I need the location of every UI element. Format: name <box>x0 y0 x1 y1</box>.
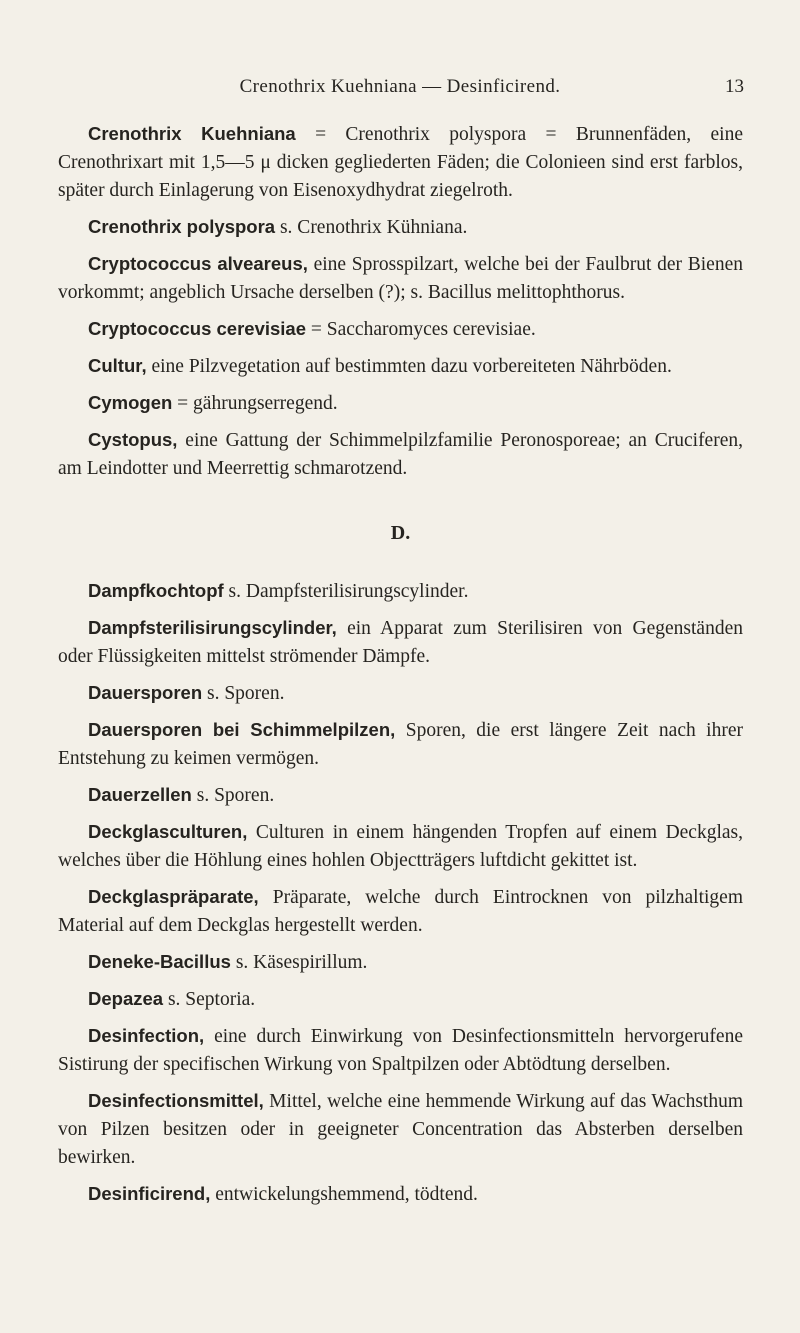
glossary-entry <box>58 352 743 381</box>
entry-term: Cryptococcus alveareus, <box>88 253 308 274</box>
entry-definition: = Saccharomyces cerevisiae. <box>306 319 536 340</box>
entry-term: Cystopus, <box>88 429 178 450</box>
entry-definition: s. Käsespirillum. <box>230 952 368 973</box>
entry-definition: eine Sprosspilzart, welche bei der Faulbrut der Bienen vorkommt; angeblich Ursache derselben (?); s. Bacillus melittophthorus. <box>58 254 743 303</box>
glossary-entry <box>58 389 743 418</box>
glossary-entry <box>58 250 743 307</box>
glossary-entry <box>58 883 743 940</box>
entry-definition: s. Dampfsterilisirungscylinder. <box>223 581 469 602</box>
entry-term: Desinfection, <box>88 1025 205 1046</box>
page-number: 13 <box>725 76 744 97</box>
entry-definition: = Crenothrix polyspora = Brunnenfäden, eine Crenothrixart mit 1,5—5 μ dicken gegliederten Fäden; die Colonieen sind erst farblos, später durch Einlagerung von Eisenoxydhydrat ziegelroth. <box>58 124 743 201</box>
entry-definition: ein Apparat zum Sterilisiren von Gegenständen oder Flüssigkeiten mittelst strömender Dämpfe. <box>58 618 743 667</box>
entry-definition: Mittel, welche eine hemmende Wirkung auf das Wachsthum von Pilzen besitzen oder in geeigneter Concentration das Absterben derselben bewirken. <box>58 1091 743 1168</box>
glossary-entry <box>58 315 743 344</box>
entry-definition: Sporen, die erst längere Zeit nach ihrer Entstehung zu keimen vermögen. <box>58 720 743 769</box>
entries-d-group <box>58 577 743 1209</box>
glossary-entry <box>58 716 743 773</box>
glossary-entry <box>58 1180 743 1209</box>
entry-term: Dampfsterilisirungscylinder, <box>88 617 337 638</box>
glossary-entry <box>58 120 743 205</box>
entries-c-group <box>58 120 743 483</box>
entry-term: Deneke-Bacillus <box>88 951 231 972</box>
entry-term: Desinficirend, <box>88 1183 211 1204</box>
glossary-entry <box>58 577 743 606</box>
glossary-entry <box>58 985 743 1014</box>
entry-definition: s. Sporen. <box>191 785 275 806</box>
entry-term: Deckglaspräparate, <box>88 886 259 907</box>
entry-term: Cultur, <box>88 355 147 376</box>
entry-term: Deckglasculturen, <box>88 821 248 842</box>
entry-term: Dauersporen bei Schimmelpilzen, <box>88 719 396 740</box>
entry-term: Dauerzellen <box>88 784 192 805</box>
entry-term: Cymogen <box>88 392 173 413</box>
entry-term: Cryptococcus cerevisiae <box>88 318 307 339</box>
section-letter: D. <box>390 522 411 544</box>
entry-definition: = gährungserregend. <box>172 393 338 414</box>
entry-term: Depazea <box>88 988 164 1009</box>
entry-term: Dauersporen <box>88 682 203 703</box>
entry-definition: s. Septoria. <box>163 989 256 1010</box>
entry-definition: Präparate, welche durch Eintrocknen von pilzhaltigem Material auf dem Deckglas hergestellt werden. <box>58 887 743 936</box>
glossary-entry <box>58 1022 743 1079</box>
entry-term: Crenothrix Kuehniana <box>88 123 296 144</box>
entry-term: Crenothrix polyspora <box>88 216 276 237</box>
entry-definition: Culturen in einem hängenden Tropfen auf einem Deckglas, welches über die Höhlung eines hohlen Objectträgers luftdicht gekittet ist. <box>58 822 743 871</box>
entry-definition: s. Crenothrix Kühniana. <box>275 217 468 238</box>
glossary-entry <box>58 781 743 810</box>
glossary-entry <box>58 1087 743 1172</box>
entry-definition: eine Pilzvegetation auf bestimmten dazu vorbereiteten Nährböden. <box>146 356 672 377</box>
running-head: Crenothrix Kuehniana — Desinficirend. <box>239 76 561 97</box>
glossary-entry <box>58 679 743 708</box>
entry-definition: s. Sporen. <box>202 683 285 704</box>
entry-term: Desinfectionsmittel, <box>88 1090 264 1111</box>
entry-term: Dampfkochtopf <box>88 580 224 601</box>
glossary-entry <box>58 213 743 242</box>
entry-definition: eine Gattung der Schimmelpilzfamilie Peronosporeae; an Cruciferen, am Leindotter und Meerrettig schmarotzend. <box>58 430 743 479</box>
glossary-entry <box>58 948 743 977</box>
glossary-entry <box>58 818 743 875</box>
entry-definition: entwickelungshemmend, tödtend. <box>210 1184 478 1205</box>
glossary-entries <box>58 120 743 1217</box>
glossary-entry <box>58 426 743 483</box>
entry-definition: eine durch Einwirkung von Desinfectionsmitteln hervorgerufene Sistirung der specifischen Wirkung von Spaltpilzen oder Abtödtung derselben. <box>58 1026 743 1075</box>
glossary-entry <box>58 614 743 671</box>
